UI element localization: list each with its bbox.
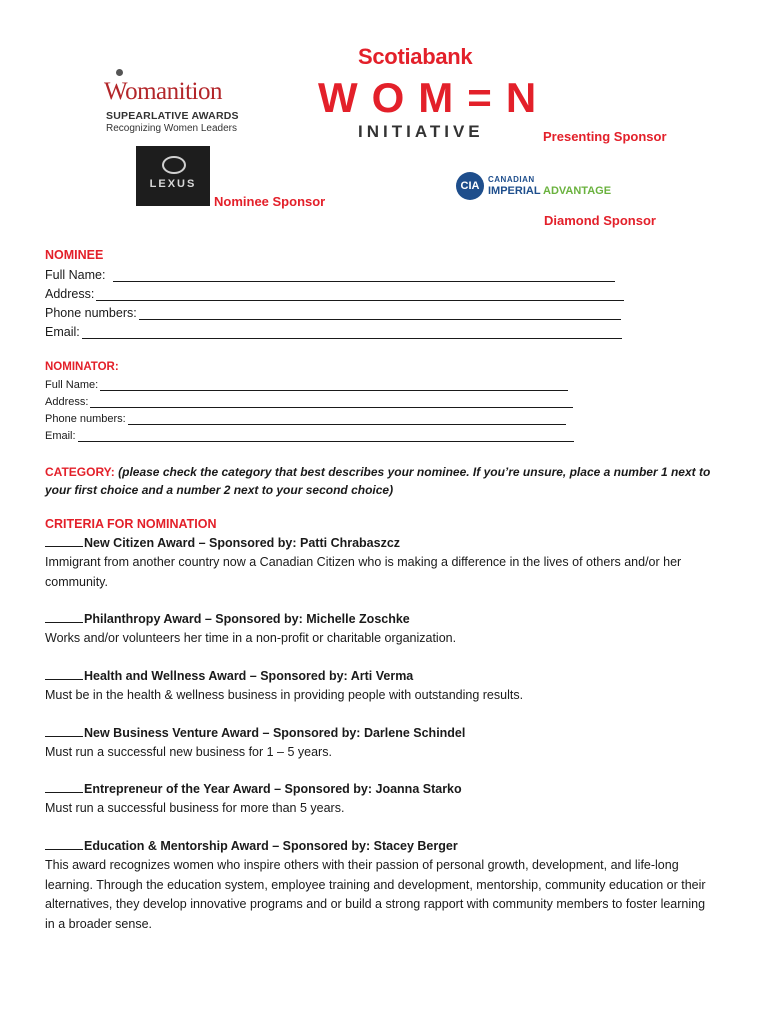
award-new-citizen[interactable] — [45, 536, 400, 550]
award-health-wellness-desc: Must be in the health & wellness business in providing people with outstanding results. — [45, 688, 524, 702]
nominee-sponsor-label: Nominee Sponsor — [214, 194, 326, 209]
award-checkbox-line[interactable] — [45, 546, 83, 547]
nominator-heading: NOMINATOR: — [45, 361, 119, 373]
award-checkbox-line[interactable] — [45, 849, 83, 850]
scotiabank-initiative: INITIATIVE — [358, 122, 484, 141]
award-new-citizen-desc: Immigrant from another country now a Canadian Citizen who is making a difference in the lives of others and/or her community. — [45, 555, 682, 589]
cia-mark-icon: CIA — [456, 172, 484, 200]
logo-dot-icon — [116, 69, 123, 76]
cia-wordmark — [488, 185, 611, 197]
cia-wordmark-imperial: IMPERIAL — [488, 185, 541, 197]
nominee-address-field[interactable] — [45, 287, 624, 301]
nominee-heading: NOMINEE — [45, 248, 104, 262]
fill-in-line[interactable] — [139, 307, 621, 320]
field-label: Email: — [45, 430, 76, 442]
award-checkbox-line[interactable] — [45, 679, 83, 680]
field-label: Full Name: — [45, 379, 99, 391]
nominee-phone-field[interactable] — [45, 306, 621, 320]
award-education-mentorship[interactable] — [45, 839, 458, 853]
womanition-tagline: Recognizing Women Leaders — [106, 123, 238, 134]
womanition-subtitle: SUPEARLATIVE AWARDS — [106, 110, 239, 122]
cia-small-text: CANADIAN — [488, 175, 535, 184]
fill-in-line[interactable] — [82, 326, 622, 339]
award-title-text: Philanthropy Award – Sponsored by: Michelle Zoschke — [84, 612, 410, 626]
nominator-address-field[interactable] — [45, 395, 573, 408]
fill-in-line[interactable] — [113, 269, 615, 282]
award-title-text: Entrepreneur of the Year Award – Sponsored by: Joanna Starko — [84, 782, 462, 796]
field-label: Address: — [45, 396, 89, 408]
womanition-name: Womanition — [104, 78, 222, 105]
award-title-text: New Business Venture Award – Sponsored by: Darlene Schindel — [84, 726, 466, 740]
award-new-business-venture-desc: Must run a successful new business for 1 – 5 years. — [45, 745, 332, 759]
category-label: CATEGORY: — [45, 465, 115, 479]
fill-in-line[interactable] — [128, 412, 566, 425]
fill-in-line[interactable] — [78, 429, 574, 442]
award-philanthropy-desc: Works and/or volunteers her time in a non-profit or charitable organization. — [45, 631, 457, 645]
category-instructions — [45, 463, 725, 499]
award-philanthropy[interactable] — [45, 612, 410, 626]
criteria-heading: CRITERIA FOR NOMINATION — [45, 517, 217, 531]
award-entrepreneur[interactable] — [45, 782, 462, 796]
award-title-text: New Citizen Award – Sponsored by: Patti Chrabaszcz — [84, 536, 401, 550]
field-label: Phone numbers: — [45, 413, 126, 425]
lexus-emblem-icon — [162, 156, 186, 174]
diamond-sponsor-label: Diamond Sponsor — [544, 213, 656, 228]
fill-in-line[interactable] — [96, 288, 624, 301]
presenting-sponsor-label: Presenting Sponsor — [543, 129, 667, 144]
canadian-imperial-advantage-logo — [456, 172, 656, 208]
field-label: Phone numbers: — [45, 306, 137, 320]
nominee-email-field[interactable] — [45, 325, 622, 339]
scotiabank-women-wordmark: WOM=N — [318, 74, 551, 121]
lexus-wordmark: LEXUS — [149, 178, 197, 190]
fill-in-line[interactable] — [90, 395, 573, 408]
cia-wordmark-advantage: ADVANTAGE — [543, 185, 612, 197]
field-label: Email: — [45, 325, 80, 339]
nominator-email-field[interactable] — [45, 429, 574, 442]
nominee-full-name-field[interactable] — [45, 268, 615, 282]
award-new-business-venture[interactable] — [45, 726, 465, 740]
fill-in-line[interactable] — [100, 378, 568, 391]
nominator-phone-field[interactable] — [45, 412, 566, 425]
award-entrepreneur-desc: Must run a successful business for more than 5 years. — [45, 801, 345, 815]
field-label: Address: — [45, 287, 95, 301]
field-label: Full Name: — [45, 268, 106, 282]
scotiabank-brand: Scotiabank — [358, 44, 473, 69]
award-title-text: Health and Wellness Award – Sponsored by: Arti Verma — [84, 669, 414, 683]
award-title-text: Education & Mentorship Award – Sponsored by: Stacey Berger — [84, 839, 458, 853]
lexus-logo — [136, 146, 210, 206]
award-checkbox-line[interactable] — [45, 792, 83, 793]
award-checkbox-line[interactable] — [45, 622, 83, 623]
award-education-mentorship-desc: This award recognizes women who inspire others with their passion of personal growth, development, and life-long learning. Through the education system, employee training and development, mentorship, community education or their alternatives, they develop innovative programs and or build a strong rapport with community members to foster learning in a broader sense. — [45, 858, 706, 931]
award-health-wellness[interactable] — [45, 669, 413, 683]
award-checkbox-line[interactable] — [45, 736, 83, 737]
nominator-full-name-field[interactable] — [45, 378, 568, 391]
category-instruction-text: (please check the category that best describes your nominee. If you’re unsure, place a number 1 next to your first choice and a number 2 next to your second choice) — [45, 465, 711, 497]
